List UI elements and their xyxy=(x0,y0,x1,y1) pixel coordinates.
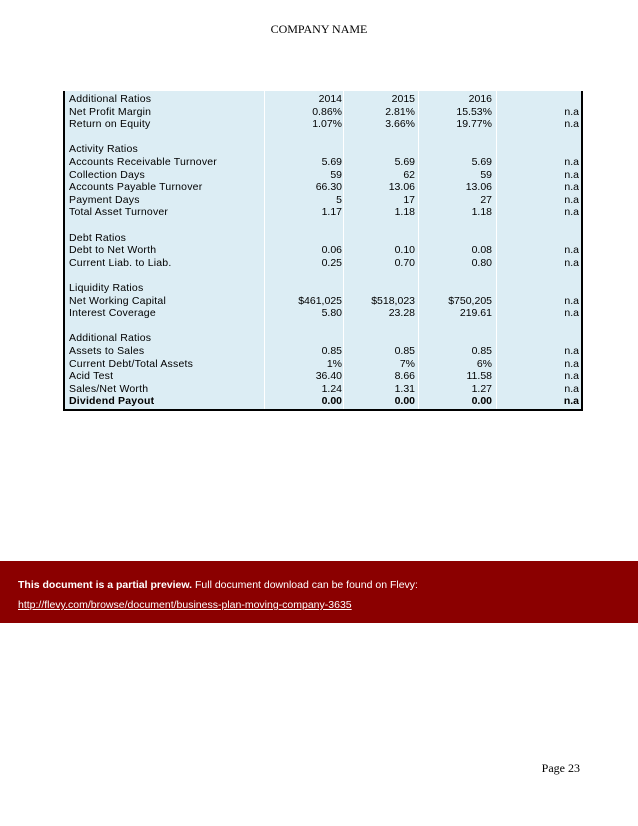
cell-value: 1.18 xyxy=(471,206,492,219)
row-label: Total Asset Turnover xyxy=(69,206,169,219)
cell-value: 6% xyxy=(476,357,492,370)
cell-value: 0.10 xyxy=(394,244,415,257)
cell-value: 23.28 xyxy=(388,307,415,320)
cell-value: 2014 xyxy=(318,93,342,105)
cell-value: 59 xyxy=(480,168,492,181)
cell-value: n.a xyxy=(564,118,579,131)
row-label: Current Liab. to Liab. xyxy=(69,256,172,269)
table-row xyxy=(63,383,583,396)
cell-value: 1.24 xyxy=(321,382,342,395)
cell-value: n.a xyxy=(564,382,579,395)
cell-value: 1.07% xyxy=(312,118,342,131)
cell-value: 36.40 xyxy=(315,370,342,383)
cell-value: n.a xyxy=(564,156,579,168)
preview-notice xyxy=(18,579,418,591)
cell-value: 0.25 xyxy=(321,256,342,269)
cell-value: n.a xyxy=(564,181,579,194)
row-label: Additional Ratios xyxy=(69,332,152,345)
row-label: Payment Days xyxy=(69,193,140,206)
cell-value: 1.18 xyxy=(394,206,415,219)
cell-value: n.a xyxy=(564,168,579,181)
row-label: Net Working Capital xyxy=(69,294,166,307)
cell-value: 59 xyxy=(330,168,342,181)
row-label: Net Profit Margin xyxy=(69,105,152,118)
ratios-table xyxy=(63,91,583,411)
row-label: Current Debt/Total Assets xyxy=(69,357,194,370)
cell-value: 7% xyxy=(399,357,415,370)
row-label: Sales/Net Worth xyxy=(69,382,149,395)
page-number: Page 23 xyxy=(541,761,580,775)
cell-value: 5.69 xyxy=(471,156,492,168)
company-name: COMPANY NAME xyxy=(270,22,368,36)
row-label: Acid Test xyxy=(69,370,114,383)
cell-value: $750,205 xyxy=(448,294,492,307)
cell-value: n.a xyxy=(564,345,579,357)
cell-value: 219.61 xyxy=(459,307,492,320)
cell-value: 17 xyxy=(403,193,415,206)
cell-value: 5 xyxy=(336,193,342,206)
table-row xyxy=(63,219,583,232)
cell-value: 0.86% xyxy=(312,105,342,118)
cell-value: 2.81% xyxy=(385,105,415,118)
cell-value: n.a xyxy=(563,395,579,408)
table-row xyxy=(63,257,583,270)
cell-value: 66.30 xyxy=(315,181,342,194)
cell-value: 5.69 xyxy=(394,156,415,168)
table-row xyxy=(63,320,583,333)
cell-value: 19.77% xyxy=(456,118,492,131)
cell-value: 0.85 xyxy=(471,345,492,357)
row-label: Activity Ratios xyxy=(69,143,138,156)
cell-value: 2015 xyxy=(391,93,415,105)
row-label: Interest Coverage xyxy=(69,307,156,320)
row-label: Debt to Net Worth xyxy=(69,244,157,257)
cell-value: $461,025 xyxy=(298,294,342,307)
cell-value: 13.06 xyxy=(388,181,415,194)
table-row xyxy=(63,156,583,169)
cell-value: 62 xyxy=(403,168,415,181)
table-row xyxy=(63,395,583,408)
table-row xyxy=(63,232,583,245)
cell-value: 1% xyxy=(326,357,342,370)
cell-value: 1.17 xyxy=(321,206,342,219)
cell-value: n.a xyxy=(564,193,579,206)
cell-value: n.a xyxy=(564,370,579,383)
table-row xyxy=(63,295,583,308)
table-row xyxy=(63,106,583,119)
cell-value: 0.80 xyxy=(471,256,492,269)
cell-value: 15.53% xyxy=(456,105,492,118)
cell-value: n.a xyxy=(564,244,579,257)
cell-value: 0.85 xyxy=(394,345,415,357)
table-row xyxy=(63,169,583,182)
cell-value: 13.06 xyxy=(465,181,492,194)
cell-value: n.a xyxy=(564,294,579,307)
cell-value: 11.58 xyxy=(466,370,492,383)
table-row xyxy=(63,181,583,194)
cell-value: n.a xyxy=(564,307,579,320)
preview-notice-bold: This document is a partial preview. xyxy=(18,579,193,591)
cell-value: 5.80 xyxy=(321,307,342,320)
row-label: Additional Ratios xyxy=(69,93,152,105)
table-row xyxy=(63,332,583,345)
cell-value: 8.66 xyxy=(394,370,415,383)
cell-value: 0.85 xyxy=(321,345,342,357)
table-row xyxy=(63,269,583,282)
cell-value: 1.31 xyxy=(394,382,415,395)
cell-value: n.a xyxy=(564,105,579,118)
table-row xyxy=(63,345,583,358)
cell-value: 0.06 xyxy=(321,244,342,257)
row-label: Dividend Payout xyxy=(69,395,155,408)
table-row xyxy=(63,282,583,295)
row-label: Accounts Payable Turnover xyxy=(69,181,203,194)
cell-value: 2016 xyxy=(468,93,492,105)
table-row xyxy=(63,118,583,131)
cell-value: 0.00 xyxy=(394,395,415,408)
table-row xyxy=(63,143,583,156)
table-row xyxy=(63,370,583,383)
table-row xyxy=(63,358,583,371)
cell-value: 0.00 xyxy=(321,395,342,408)
cell-value: 0.08 xyxy=(471,244,492,257)
cell-value: 0.00 xyxy=(471,395,492,408)
row-label: Debt Ratios xyxy=(69,231,127,244)
table-row xyxy=(63,93,583,106)
cell-value: n.a xyxy=(564,206,579,219)
cell-value: 27 xyxy=(480,193,492,206)
row-label: Liquidity Ratios xyxy=(69,282,144,294)
cell-value: $518,023 xyxy=(371,294,415,307)
table-row xyxy=(63,244,583,257)
cell-value: 1.27 xyxy=(471,382,492,395)
row-label: Collection Days xyxy=(69,168,145,181)
preview-notice-text: Full document download can be found on Flevy: xyxy=(195,579,418,591)
cell-value: 3.66% xyxy=(385,118,415,131)
table-row xyxy=(63,206,583,219)
cell-value: 0.70 xyxy=(394,256,415,269)
table-row xyxy=(63,131,583,144)
table-row xyxy=(63,307,583,320)
cell-value: n.a xyxy=(564,357,579,370)
row-label: Return on Equity xyxy=(69,118,151,131)
table-row xyxy=(63,194,583,207)
row-label: Assets to Sales xyxy=(69,345,145,357)
download-link[interactable]: http://flevy.com/browse/document/business-plan-moving-company-3635 xyxy=(18,599,352,611)
cell-value: n.a xyxy=(564,256,579,269)
row-label: Accounts Receivable Turnover xyxy=(69,156,218,168)
preview-banner xyxy=(0,561,638,623)
cell-value: 5.69 xyxy=(321,156,342,168)
